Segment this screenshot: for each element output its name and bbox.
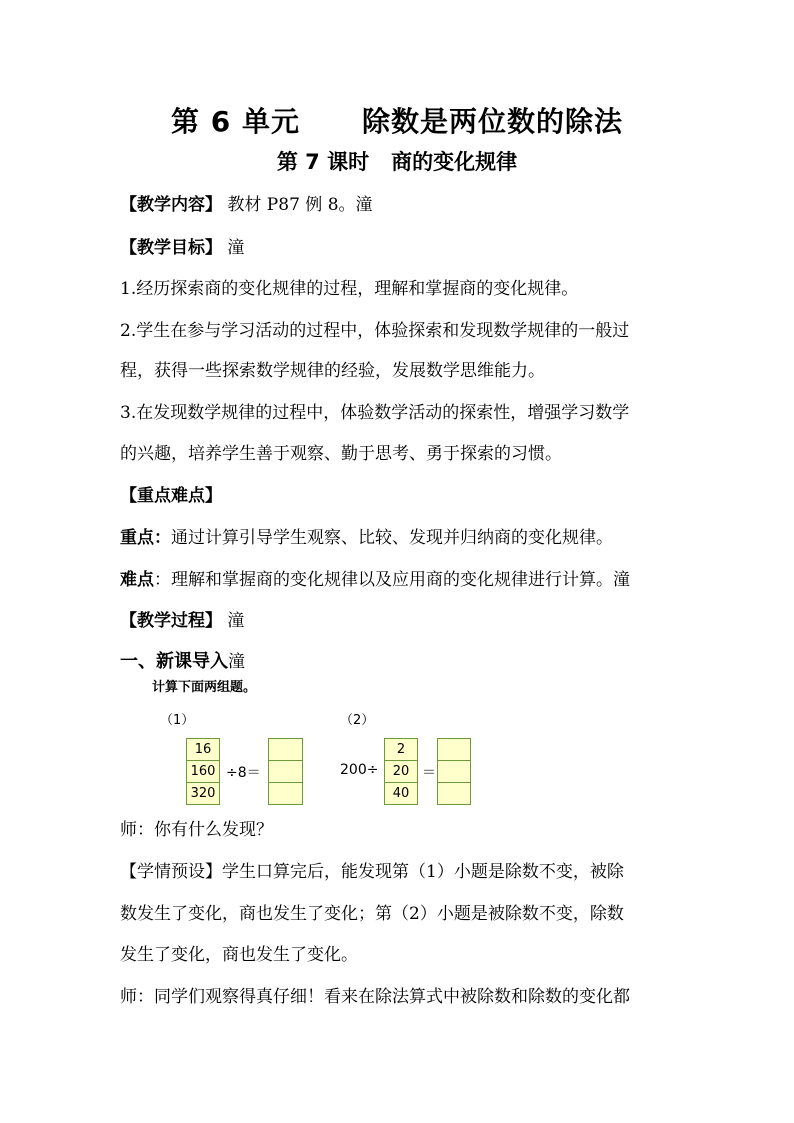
answer-box <box>268 738 303 761</box>
preset-line-2: 数发生了变化，商也发生了变化；第（2）小题是被除数不变，除数 <box>120 904 624 924</box>
teacher-remark: 师：同学们观察得真仔细！看来在除法算式中被除数和除数的变化都 <box>120 987 630 1007</box>
teaching-content <box>120 190 373 215</box>
keypoints-label: 【重点难点】 <box>120 486 222 506</box>
exercise-1-dividend: 320 <box>186 782 220 805</box>
exercise-2-divisor: 40 <box>384 782 418 805</box>
unit-title <box>0 100 794 140</box>
exercise-1-operator: ÷8＝ <box>226 765 261 781</box>
lesson-name: 商的变化规律 <box>391 150 518 174</box>
preset-line-3: 发生了变化，商也发生了变化。 <box>120 945 358 965</box>
answer-box <box>437 760 471 783</box>
exercise-1-dividend: 160 <box>186 760 220 783</box>
exercise-1-dividend: 16 <box>186 738 220 761</box>
exercise-1-label: （1） <box>160 713 195 728</box>
goal-1: 1.经历探索商的变化规律的过程，理解和掌握商的变化规律。 <box>120 279 579 299</box>
exercise-2-equals: ＝ <box>422 765 436 781</box>
section-1-title: 一、新课导入 <box>120 651 228 672</box>
answer-box <box>437 782 471 805</box>
key-point-text: 通过计算引导学生观察、比较、发现并归纳商的变化规律。 <box>171 528 613 548</box>
mark: 潼 <box>227 611 245 631</box>
unit-name: 除数是两位数的除法 <box>361 105 623 138</box>
teaching-content-text: 教材 P87 例 8。 <box>227 195 356 215</box>
goal-3-line-2: 的兴趣，培养学生善于观察、勤于思考、勇于探索的习惯。 <box>120 444 562 464</box>
teaching-process-label: 【教学过程】 <box>120 611 222 631</box>
difficult-point-label: 难点 <box>120 570 154 590</box>
difficult-point-text: ：理解和掌握商的变化规律以及应用商的变化规律进行计算。 <box>154 570 613 590</box>
unit-number: 第 6 单元 <box>171 105 300 138</box>
section-1-heading <box>120 647 245 673</box>
mark: 潼 <box>613 570 630 590</box>
mark: 潼 <box>355 195 373 215</box>
exercise-2-divisor: 2 <box>384 738 418 761</box>
mark: 潼 <box>228 652 245 672</box>
answer-box <box>437 738 471 761</box>
teacher-question: 师：你有什么发现？ <box>120 820 273 840</box>
exercise-2-dividend: 200÷ <box>340 762 379 778</box>
preset-label: 【学情预设】 <box>120 862 222 882</box>
mark: 潼 <box>227 238 245 258</box>
exercise-2-divisor: 20 <box>384 760 418 783</box>
teaching-content-label: 【教学内容】 <box>120 195 222 215</box>
teaching-goals-label: 【教学目标】 <box>120 238 222 258</box>
difficult-point <box>120 565 630 590</box>
goal-2-line-2: 程，获得一些探索数学规律的经验，发展数学思维能力。 <box>120 361 545 381</box>
goal-2-line-1: 2.学生在参与学习活动的过程中，体验探索和发现数学规律的一般过 <box>120 321 630 341</box>
exercise-instruction: 计算下面两组题。 <box>152 680 257 695</box>
goal-3-line-1: 3.在发现数学规律的过程中，体验数学活动的探索性，增强学习数学 <box>120 403 630 423</box>
preset-line-1 <box>120 857 624 882</box>
answer-box <box>268 782 303 805</box>
lesson-number: 第 7 课时 <box>276 150 370 174</box>
exercise-2-label: （2） <box>340 713 375 728</box>
preset-text: 学生口算完后，能发现第（1）小题是除数不变，被除 <box>222 862 624 882</box>
key-point-label: 重点： <box>120 528 171 548</box>
teaching-goals-heading <box>120 233 244 258</box>
answer-box <box>268 760 303 783</box>
key-point <box>120 523 613 548</box>
lesson-title <box>0 146 794 176</box>
teaching-process-heading <box>120 606 244 631</box>
